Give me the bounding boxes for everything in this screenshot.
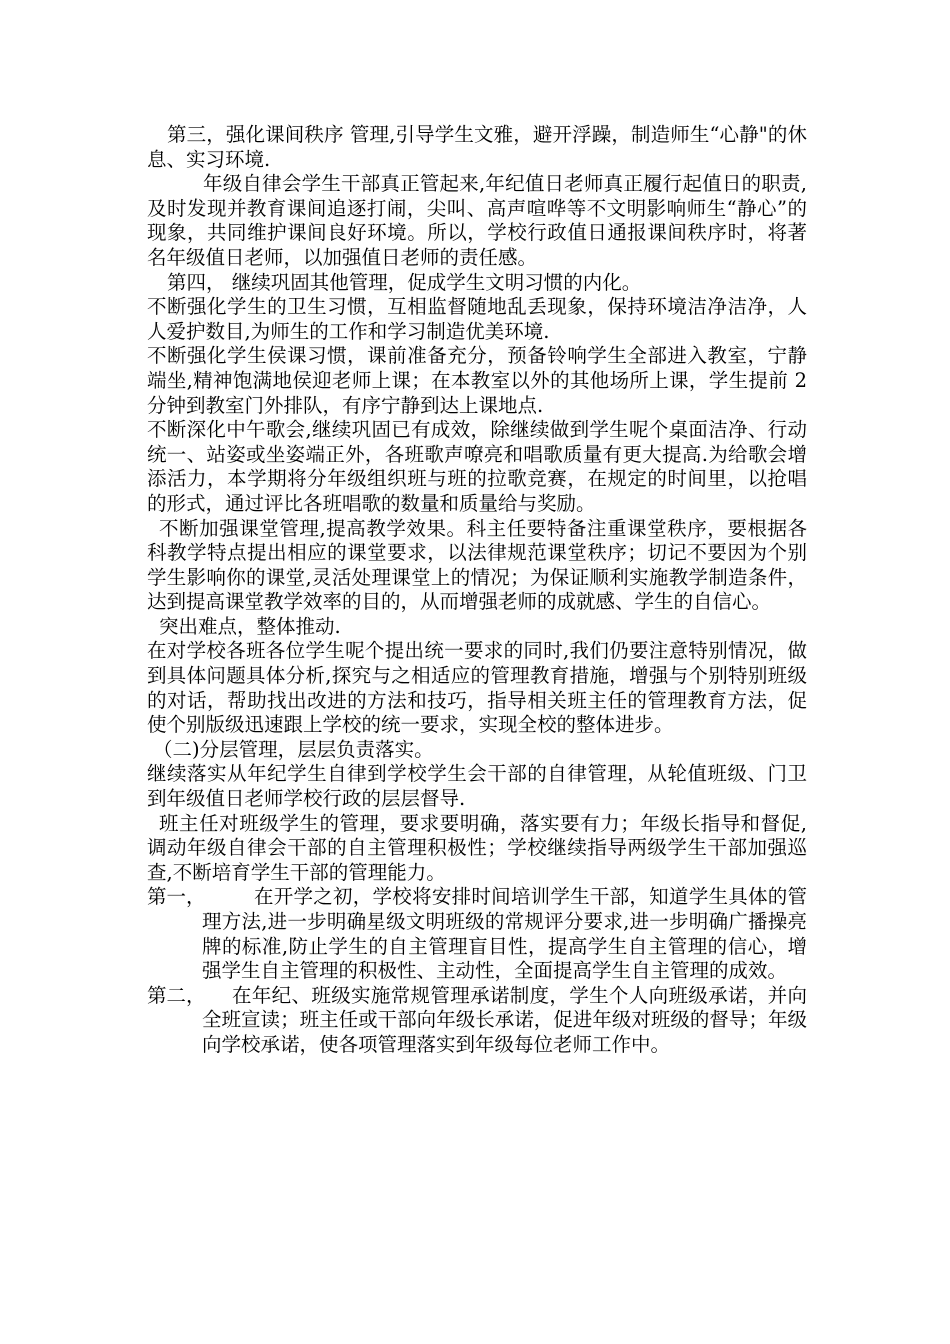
paragraph-self-discipline: 继续落实从年纪学生自律到学校学生会干部的自律管理，从轮值班级、门卫到年级值日老师学校行政的层层督导. [147, 762, 807, 811]
paragraph-noon-singing: 不断深化中午歌会,继续巩固已有成效，除继续做到学生呢个桌面洁净、行动统一、站姿或坐姿端正外，各班歌声嘹亮和唱歌质量有更大提高.为给歌会增添活力，本学期将分年级组织班与班的拉歌竞赛，在规定的时间里，以抢唱的形式，通过评比各班唱歌的数量和质量给与奖励。 [147, 418, 807, 515]
numbered-item-second [147, 984, 807, 1058]
numbered-item-text: 在年纪、班级实施常规管理承诺制度，学生个人向班级承诺，并向全班宣读；班主任或干部向年级长承诺，促进年级对班级的督导；年级向学校承诺，使各项管理落实到年级每位老师工作中。 [202, 983, 807, 1056]
paragraph-class-waiting: 不断强化学生侯课习惯，课前准备充分，预备铃响学生全部进入教室，宁静端坐,精神饱满地侯迎老师上课；在本教室以外的其他场所上课，学生提前 2 分钟到教室门外排队，有序宁静到达上课地点. [147, 344, 807, 417]
paragraph-third-point: 第三，强化课间秩序 管理,引导学生文雅，避开浮躁，制造师生“心静"的休息、实习环境. [147, 123, 807, 171]
paragraph-special-cases: 在对学校各班各位学生呢个提出统一要求的同时,我们仍要注意特别情况，做到具体问题具体分析,探究与之相适应的管理教育措施，增强与个别特别班级的对话，帮助找出改进的方法和技巧，指导相关班主任的管理教育方法，促使个别版级迅速跟上学校的统一要求，实现全校的整体进步。 [147, 639, 807, 737]
paragraph-head-teacher: 班主任对班级学生的管理，要求要明确，落实要有力；年级长指导和督促,调动年级自律会干部的自主管理积极性；学校继续指导两级学生干部加强巡查,不断培育学生干部的管理能力。 [147, 811, 807, 884]
paragraph-classroom-management: 不断加强课堂管理,提高教学效果。科主任要特备注重课堂秩序，要根据各科教学特点提出相应的课堂要求，以法律规范课堂秩序；切记不要因为个别学生影响你的课堂,灵活处理课堂上的情况；为保证顺利实施教学制造条件，达到提高课堂教学效率的目的，从而增强老师的成就感、学生的自信心。 [147, 516, 807, 614]
paragraph-hygiene: 不断强化学生的卫生习惯，互相监督随地乱丢现象，保持环境洁净洁净，人人爱护数目,为师生的工作和学习制造优美环境. [147, 295, 807, 343]
paragraph-duty-teacher: 年级自律会学生干部真正管起来,年纪值日老师真正履行起值日的职责,及时发现并教育课间追逐打闹，尖叫、高声喧哗等不文明影响师生“静心”的现象，共同维护课间良好环境。所以，学校行政值日通报课间秩序时，将著名年级值日老师，以加强值日老师的责任感。 [147, 172, 807, 269]
numbered-item-first [147, 885, 807, 983]
numbered-item-label: 第二， [147, 983, 206, 1007]
paragraph-fourth-point: 第四， 继续巩固其他管理，促成学生文明习惯的内化。 [167, 270, 642, 294]
paragraph-highlight-difficulty: 突出难点，整体推动. [159, 614, 341, 638]
paragraph-section-two-heading: （二)分层管理，层层负责落实。 [153, 737, 434, 761]
document-body [147, 123, 807, 1058]
numbered-item-label: 第一， [147, 885, 206, 909]
numbered-item-text: 在开学之初，学校将安排时间培训学生干部，知道学生具体的管理方法,进一步明确星级文明班级的常规评分要求,进一步明确广播操亮牌的标准,防止学生的自主管理盲目性，提高学生自主管理的信心，增强学生自主管理的积极性、主动性，全面提高学生自主管理的成效。 [202, 885, 807, 983]
